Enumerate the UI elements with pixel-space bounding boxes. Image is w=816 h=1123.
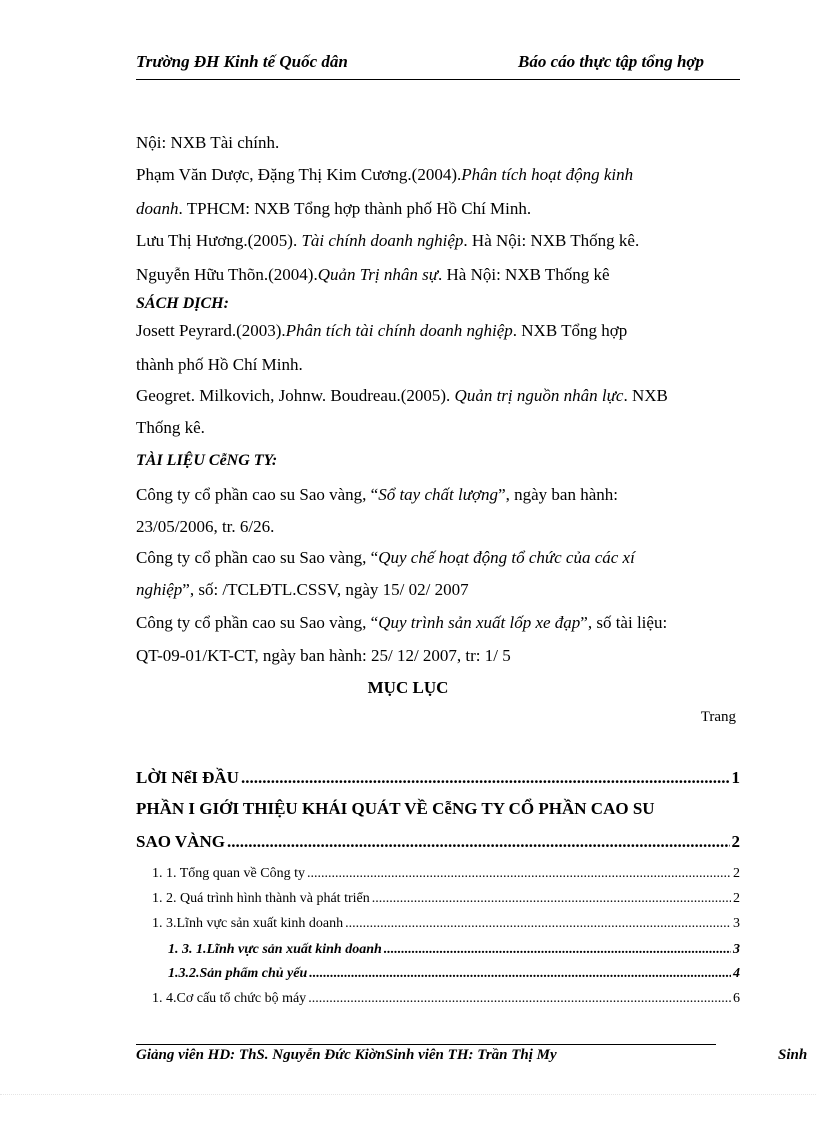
toc-entry-title: LỜI NểI ĐẦU — [136, 768, 239, 787]
references-section-heading — [136, 452, 277, 470]
reference-text: ”, ngày ban hành: — [498, 485, 618, 504]
toc-entry[interactable] — [136, 799, 740, 819]
reference-line — [136, 517, 274, 537]
reference-text: Công ty cổ phần cao su Sao vàng, “ — [136, 613, 379, 632]
reference-line — [136, 580, 469, 600]
reference-line — [136, 321, 627, 341]
toc-entry-title: 1. 1. Tổng quan về Công ty — [152, 866, 305, 881]
toc-dot-leader — [345, 916, 731, 932]
reference-line — [136, 199, 531, 219]
toc-entry[interactable] — [152, 991, 740, 1007]
toc-entry-title: 1. 3. 1.Lĩnh vực sản xuất kinh doanh — [168, 942, 382, 957]
reference-title-text: doanh — [136, 199, 179, 218]
reference-text: ”, số tài liệu: — [580, 613, 668, 632]
reference-text: : — [271, 452, 278, 469]
reference-text: . Hà Nội: NXB Thống kê — [438, 265, 610, 284]
reference-text: . Hà Nội: NXB Thống kê. — [463, 231, 640, 250]
toc-entry-page: 3 — [733, 916, 740, 931]
toc-entry-title: PHẦN I GIỚI THIỆU KHÁI QUÁT VỀ CễNG TY CỔ PHẦN CAO SU — [136, 799, 655, 818]
toc-dot-leader — [384, 942, 731, 958]
toc-dot-leader — [227, 832, 730, 852]
toc-entry[interactable] — [152, 916, 740, 932]
reference-line — [136, 165, 633, 185]
reference-text: Thống kê. — [136, 418, 205, 437]
reference-line — [136, 418, 205, 438]
reference-title-text: Quản Trị nhân sự — [317, 265, 438, 284]
reference-text: Lưu Thị Hương.(2005). — [136, 231, 302, 250]
toc-entry-page: 1 — [731, 768, 740, 787]
toc-entry[interactable] — [136, 832, 740, 852]
reference-title-text: nghiệp — [136, 580, 183, 599]
reference-text: . NXB — [623, 386, 668, 405]
toc-dot-leader — [307, 866, 731, 882]
toc-entry-page: 2 — [731, 832, 740, 851]
reference-line — [136, 646, 511, 666]
header-report-title: Báo cáo thực tập tổng hợp — [518, 52, 705, 71]
toc-entry[interactable] — [152, 891, 740, 907]
reference-line — [136, 133, 279, 153]
reference-title-text: Quy chế hoạt động tổ chức của các xí — [378, 548, 635, 567]
toc-dot-leader — [309, 966, 731, 982]
toc-entry[interactable] — [168, 966, 740, 982]
reference-text: TÀI LIỆU CễNG TY — [136, 452, 272, 469]
reference-title-text: Sổ tay chất lượng — [378, 485, 499, 504]
reference-text: SÁCH DỊCH — [136, 295, 224, 312]
toc-entry-title: 1. 2. Quá trình hình thành và phát triển — [152, 891, 370, 906]
toc-entry-page: 2 — [733, 866, 740, 881]
header-divider — [136, 79, 740, 80]
toc-page-label: Trang — [700, 709, 736, 725]
toc-entry-page: 3 — [733, 942, 740, 957]
reference-text: . NXB Tổng hợp — [512, 321, 628, 340]
reference-title-text: Quản trị nguồn nhân lực — [454, 386, 624, 405]
footer-truncated-label: Sinh — [778, 1047, 808, 1063]
toc-entry-page: 4 — [733, 966, 740, 981]
reference-line — [136, 355, 303, 375]
footer-divider — [136, 1044, 716, 1045]
reference-text: Phạm Văn Dược, Đặng Thị Kim Cương.(2004). — [136, 165, 462, 184]
header-school-name: Trường ĐH Kinh tế Quốc dân — [136, 52, 348, 71]
page-edge — [0, 1094, 816, 1096]
reference-title-text: Quy trình sản xuất lốp xe đạp — [378, 613, 581, 632]
references-section-heading — [136, 295, 229, 313]
reference-title-text: Phân tích hoạt động kinh — [461, 165, 634, 184]
toc-dot-leader — [241, 768, 730, 788]
reference-text: Công ty cổ phần cao su Sao vàng, “ — [136, 548, 379, 567]
reference-title-text: Tài chính doanh nghiệp — [301, 231, 464, 250]
toc-entry-title: 1. 3.Lĩnh vực sản xuất kinh doanh — [152, 916, 344, 931]
toc-entry[interactable] — [168, 942, 740, 958]
reference-text: . TPHCM: NXB Tổng hợp thành phố Hồ Chí Minh. — [178, 199, 532, 218]
toc-dot-leader — [308, 991, 731, 1007]
reference-line — [136, 613, 667, 633]
toc-dot-leader — [372, 891, 731, 907]
reference-text: Josett Peyrard.(2003). — [136, 321, 286, 340]
toc-entry-title: 1. 4.Cơ cấu tổ chức bộ máy — [152, 991, 307, 1006]
toc-entry[interactable] — [136, 768, 740, 788]
toc-entry[interactable] — [152, 866, 740, 882]
reference-line — [136, 485, 618, 505]
reference-text: 23/05/2006, tr. 6/26. — [136, 517, 275, 536]
reference-text: ”, số: /TCLĐTL.CSSV, ngày 15/ 02/ 2007 — [182, 580, 469, 599]
reference-text: QT-09-01/KT-CT, ngày ban hành: 25/ 12/ 2007, tr: 1/ 5 — [136, 646, 511, 665]
toc-entry-page: 6 — [733, 991, 740, 1006]
reference-text: : — [223, 295, 229, 312]
toc-entry-page: 2 — [733, 891, 740, 906]
reference-text: Nội: NXB Tài chính. — [136, 133, 280, 152]
reference-line — [136, 231, 639, 251]
toc-title: MỤC LỤC — [367, 678, 449, 697]
reference-line — [136, 548, 635, 568]
toc-entry-title: 1.3.2.Sản phẩm chủ yếu — [168, 966, 308, 981]
reference-title-text: Phân tích tài chính doanh nghiệp — [285, 321, 513, 340]
reference-text: Geogret. Milkovich, Johnw. Boudreau.(2005). — [136, 386, 455, 405]
reference-line — [136, 386, 668, 406]
reference-line — [136, 265, 610, 285]
toc-entry-title: SAO VÀNG — [136, 832, 225, 851]
footer-supervisor-student: Giảng viên HD: ThS. Nguyễn Đức KiờnSinh viên TH: Trần Thị My — [136, 1047, 557, 1063]
reference-text: Công ty cổ phần cao su Sao vàng, “ — [136, 485, 379, 504]
reference-text: thành phố Hồ Chí Minh. — [136, 355, 303, 374]
reference-text: Nguyễn Hữu Thõn.(2004). — [136, 265, 318, 284]
